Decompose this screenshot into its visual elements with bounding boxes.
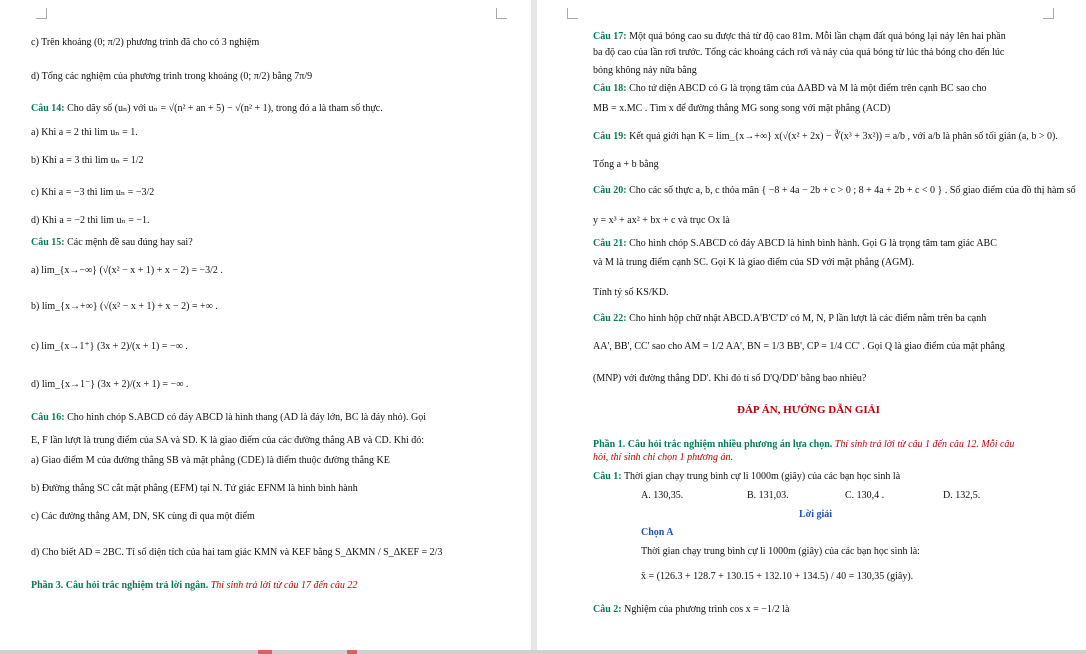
q15-a: a) lim_{x→−∞} (√(x² − x + 1) + x − 2) = −3/2 . — [31, 265, 223, 276]
q16-d: d) Cho biết AD = 2BC. Tỉ số diện tích của hai tam giác KMN và KEF bằng S_ΔKMN / S_ΔKEF = 2/3 — [31, 547, 443, 558]
q18-l1: Cho tứ diện ABCD có G là trọng tâm của ΔABD và M là một điểm trên cạnh BC sao cho — [629, 83, 987, 94]
q22-l3: (MNP) với đường thẳng DD'. Khi đó tỉ số D'Q/DD' bằng bao nhiêu? — [593, 373, 867, 384]
q20-stem — [593, 184, 1076, 197]
q16-stem — [31, 411, 426, 424]
q22-l2: AA', BB', CC' sao cho AM = 1/2 AA', BN = 1/3 BB', CP = 1/4 CC' . Gọi Q là giao điểm của mặt phẳng — [593, 341, 1005, 352]
q15-text: Các mệnh đề sau đúng hay sai? — [67, 237, 193, 248]
answer-heading: ĐÁP ÁN, HƯỚNG DẪN GIẢI — [737, 404, 880, 416]
q14-stem — [31, 102, 383, 115]
q19-l2: Tổng a + b bằng — [593, 159, 659, 170]
q15-d: d) lim_{x→1⁻} (3x + 2)/(x + 1) = −∞ . — [31, 379, 189, 390]
q18-label: Câu 18: — [593, 83, 627, 94]
q15-b: b) lim_{x→+∞} (√(x² − x + 1) + x − 2) = +∞ . — [31, 301, 218, 312]
part1-heading — [593, 438, 1014, 451]
bottom-strip — [0, 650, 1086, 654]
q21-l3: Tính tỷ số KS/KD. — [593, 287, 669, 298]
c1-option-c: C. 130,4 . — [845, 490, 885, 501]
q18-l2: MB = x.MC . Tìm x để đường thẳng MG song song với mặt phẳng (ACD) — [593, 103, 891, 114]
part1-label: Phần 1. Câu hỏi trắc nghiệm nhiều phương án lựa chọn. — [593, 439, 833, 450]
q16-b: b) Đường thẳng SC cắt mặt phẳng (EFM) tại N. Tứ giác EFNM là hình bình hành — [31, 483, 358, 494]
q21-l1: Cho hình chóp S.ABCD có đáy ABCD là hình bình hành. Gọi G là trọng tâm tam giác ABC — [629, 238, 997, 249]
q14-a: a) Khi a = 2 thì lim uₙ = 1. — [31, 127, 138, 138]
c2-label: Câu 2: — [593, 604, 622, 615]
q16-a: a) Giao điểm M của đường thẳng SB và mặt phẳng (CDE) là điểm thuộc đường thẳng KE — [31, 455, 390, 466]
q19-label: Câu 19: — [593, 131, 627, 142]
q15-c: c) lim_{x→1⁺} (3x + 2)/(x + 1) = −∞ . — [31, 341, 188, 352]
chon-label: Chọn A — [641, 527, 674, 538]
q22-stem — [593, 312, 986, 325]
q16-text: Cho hình chóp S.ABCD có đáy ABCD là hình thang (AD là đáy lớn, BC là đáy nhỏ). Gọi — [67, 412, 426, 423]
q16-c: c) Các đường thẳng AM, DN, SK cùng đi qua một điểm — [31, 511, 255, 522]
q18-stem — [593, 82, 986, 95]
q15-label: Câu 15: — [31, 237, 65, 248]
q17-l1: Một quả bóng cao su được thả từ độ cao 81m. Mỗi lần chạm đất quả bóng lại nảy lên hai phần — [629, 31, 1006, 42]
bottom-mark — [258, 650, 272, 654]
q16-label: Câu 16: — [31, 412, 65, 423]
q13-c: c) Trên khoảng (0; π/2) phương trình đã cho có 3 nghiệm — [31, 37, 260, 48]
part3-label: Phần 3. Câu hỏi trắc nghiệm trả lời ngắn. — [31, 580, 209, 591]
c1-text: Thời gian chạy trung bình cự li 1000m (giây) của các bạn học sinh là — [623, 471, 901, 482]
crop-mark — [1043, 8, 1054, 19]
q19-stem — [593, 130, 1058, 143]
c2-stem — [593, 603, 789, 616]
q17-l2: ba độ cao của lần rơi trước. Tổng các khoảng cách rơi và nảy của quả bóng từ lúc thả bóng cho đến lúc — [593, 47, 1005, 58]
q20-l1: Cho các số thực a, b, c thỏa mãn { −8 + 4a − 2b + c > 0 ; 8 + 4a + 2b + c < 0 } . Số giao điểm của đồ thị hàm số — [629, 185, 1076, 196]
q20-label: Câu 20: — [593, 185, 627, 196]
c1-option-a: A. 130,35. — [641, 490, 684, 501]
c1-option-d: D. 132,5. — [943, 490, 981, 501]
q20-l2: y = x³ + ax² + bx + c và trục Ox là — [593, 215, 730, 226]
q13-d: d) Tổng các nghiệm của phương trình trong khoảng (0; π/2) bằng 7π/9 — [31, 71, 313, 82]
q17-l3: bóng không nảy nữa bằng — [593, 65, 697, 76]
solution-line-1: Thời gian chạy trung bình cự li 1000m (giây) của các bạn học sinh là: — [641, 546, 920, 557]
q16-stem-2: E, F lần lượt là trung điểm của SA và SD. K là giao điểm của các đường thẳng AB và CD. Khi đó: — [31, 435, 425, 446]
q15-stem — [31, 236, 193, 249]
q14-text: Cho dãy số (uₙ) với uₙ = √(n² + an + 5) − √(n² + 1), trong đó a là tham số thực. — [67, 103, 383, 114]
part3-note: Thí sinh trả lời từ câu 17 đến câu 22 — [210, 580, 358, 591]
c2-text: Nghiệm của phương trình cos x = −1/2 là — [624, 604, 790, 615]
crop-mark — [496, 8, 507, 19]
loigiai-label: Lời giải — [799, 509, 833, 520]
q19-l1: Kết quả giới hạn K = lim_{x→+∞} x(√(x² + 2x) − ∛(x³ + 3x²)) = a/b , với a/b là phân số tối giản (a, b > 0). — [629, 131, 1058, 142]
q22-l1: Cho hình hộp chữ nhật ABCD.A'B'C'D' có M, N, P lần lượt là các điểm nằm trên ba cạnh — [629, 313, 987, 324]
q14-c: c) Khi a = −3 thì lim uₙ = −3/2 — [31, 187, 155, 198]
c1-option-b: B. 131,03. — [747, 490, 789, 501]
q21-l2: và M là trung điểm cạnh SC. Gọi K là giao điểm của SD với mặt phẳng (AGM). — [593, 257, 915, 268]
q22-label: Câu 22: — [593, 313, 627, 324]
q14-b: b) Khi a = 3 thì lim uₙ = 1/2 — [31, 155, 144, 166]
q21-label: Câu 21: — [593, 238, 627, 249]
left-page — [0, 0, 531, 654]
part1-note-a: Thí sinh trả lời từ câu 1 đến câu 12. Mỗi câu — [834, 439, 1015, 450]
part1-note-b: hỏi, thí sinh chỉ chọn 1 phương án. — [593, 452, 733, 463]
q14-d: d) Khi a = −2 thì lim uₙ = −1. — [31, 215, 150, 226]
q17-stem — [593, 30, 1006, 43]
part3-heading — [31, 579, 357, 592]
c1-label: Câu 1: — [593, 471, 622, 482]
right-page — [537, 0, 1086, 654]
crop-mark — [567, 8, 578, 19]
q17-label: Câu 17: — [593, 31, 627, 42]
crop-mark — [36, 8, 47, 19]
q14-label: Câu 14: — [31, 103, 65, 114]
solution-line-2: x̄ = (126.3 + 128.7 + 130.15 + 132.10 + 134.5) / 40 = 130,35 (giây). — [641, 571, 914, 582]
bottom-mark — [347, 650, 357, 654]
q21-stem — [593, 237, 997, 250]
c1-stem — [593, 470, 900, 483]
